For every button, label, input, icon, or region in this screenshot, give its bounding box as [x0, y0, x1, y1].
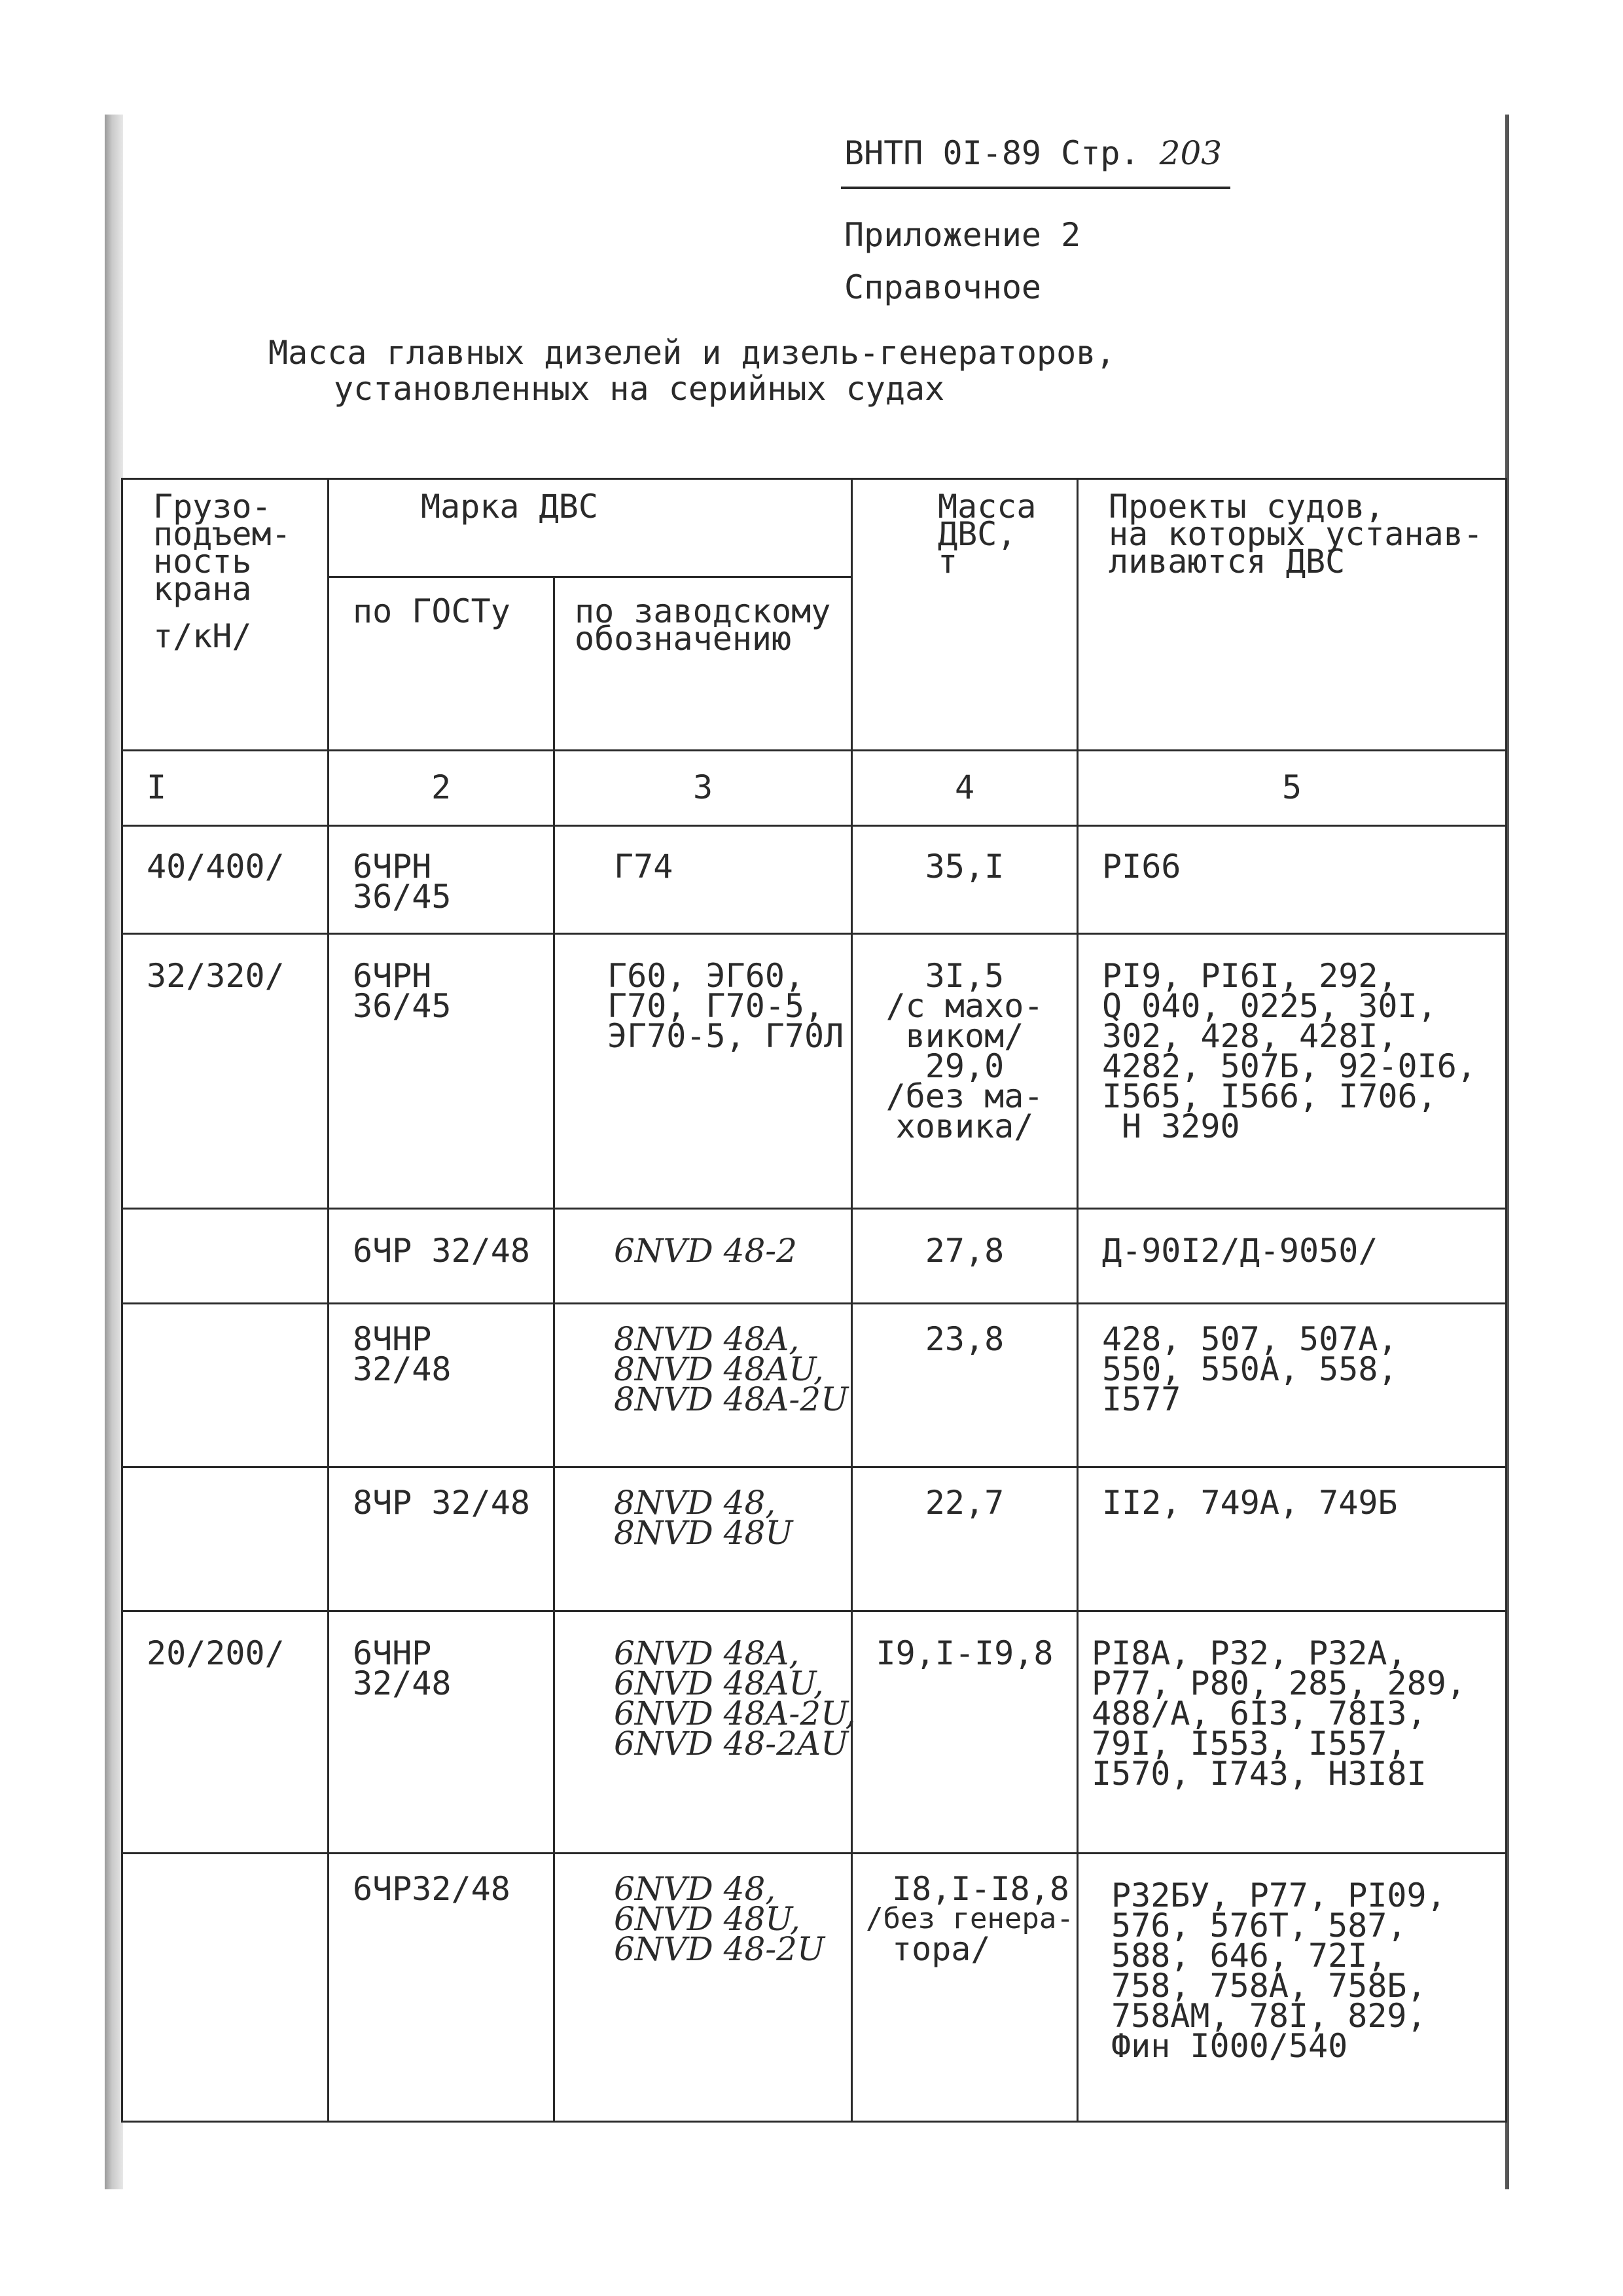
projects-cell: РI8А, Р32, Р32А, Р77, Р80, 285, 289, 488/А, 6I3, 78I3, 79I, I553, I557, I570, I743, Н3I8I	[1078, 1611, 1507, 1854]
table-row	[122, 1304, 1507, 1467]
factory-cell: 6NVD 48-2	[554, 1209, 852, 1304]
factory-cell: 6NVD 48A, 6NVD 48AU, 6NVD 48A-2U, 6NVD 48-2AU	[554, 1611, 852, 1854]
doc-code-text: ВНТП 0I-89 Стр.	[844, 134, 1140, 172]
col-header-engine-brand: Марка ДВС	[329, 479, 852, 577]
capacity-cell	[122, 1467, 329, 1611]
mass-cell: 23,8	[852, 1304, 1078, 1467]
capacity-cell: 32/320/	[122, 934, 329, 1209]
projects-cell: 428, 507, 507А, 550, 550А, 558, I577	[1078, 1304, 1507, 1467]
capacity-cell	[122, 1854, 329, 2122]
table-row	[122, 826, 1507, 934]
reference-label: Справочное	[844, 268, 1042, 306]
projects-cell: РI9, РI6I, 292, Q 040, 0225, 30I, 302, 428, 428I, 4282, 507Б, 92-0I6, I565, I566, I706, Н 3290	[1078, 934, 1507, 1209]
capacity-cell: 40/400/	[122, 826, 329, 934]
mass-cell: 3I,5 /с махо- виком/ 29,0 /без ма- ховика/	[852, 934, 1078, 1209]
table-row	[122, 934, 1507, 1209]
col-number-2: 2	[329, 751, 554, 826]
engine-mass-table	[121, 478, 1507, 2123]
appendix-label: Приложение 2	[844, 216, 1081, 254]
table-title-line-1: Масса главных дизелей и дизель-генераторов,	[268, 334, 1116, 372]
projects-cell: РI66	[1078, 826, 1507, 934]
column-number-row	[122, 751, 1507, 826]
factory-cell: 8NVD 48, 8NVD 48U	[554, 1467, 852, 1611]
factory-cell: 6NVD 48, 6NVD 48U, 6NVD 48-2U	[554, 1854, 852, 2122]
factory-cell: Г60, ЭГ60, Г70, Г70-5, ЭГ70-5, Г70Л	[554, 934, 852, 1209]
col-header-mass: Масса ДВС, т	[852, 479, 1078, 751]
table-row	[122, 1467, 1507, 1611]
col-number-4: 4	[852, 751, 1078, 826]
gost-cell: 8ЧНР 32/48	[329, 1304, 554, 1467]
mass-cell: 35,I	[852, 826, 1078, 934]
capacity-cell	[122, 1209, 329, 1304]
document-code	[844, 134, 1222, 172]
projects-cell: Р32БУ, Р77, РI09, 576, 576Т, 587, 588, 646, 72I, 758, 758А, 758Б, 758АМ, 78I, 829, Фин I000/540	[1078, 1854, 1507, 2122]
page-number: 203	[1159, 134, 1222, 172]
capacity-cell: 20/200/	[122, 1611, 329, 1854]
factory-cell: 8NVD 48A, 8NVD 48AU, 8NVD 48A-2U	[554, 1304, 852, 1467]
mass-cell: I9,I-I9,8	[852, 1611, 1078, 1854]
table-row	[122, 1854, 1507, 2122]
col-header-factory: по заводскому обозначению	[554, 577, 852, 751]
table-header-row-1	[122, 479, 1507, 577]
gost-cell: 6ЧР 32/48	[329, 1209, 554, 1304]
table-row	[122, 1611, 1507, 1854]
col-number-1: I	[122, 751, 329, 826]
gost-cell: 6ЧРН 36/45	[329, 826, 554, 934]
mass-cell: 27,8	[852, 1209, 1078, 1304]
col-number-3: 3	[554, 751, 852, 826]
table-row	[122, 1209, 1507, 1304]
gost-cell: 6ЧНР 32/48	[329, 1611, 554, 1854]
col-header-projects: Проекты судов, на которых устанав- ливаются ДВС	[1078, 479, 1507, 751]
capacity-cell	[122, 1304, 329, 1467]
gost-cell: 6ЧРН 36/45	[329, 934, 554, 1209]
col-header-capacity: Грузо- подъем- ность крана т/кН/	[122, 479, 329, 751]
projects-cell: Д-90I2/Д-9050/	[1078, 1209, 1507, 1304]
scan-left-edge	[105, 115, 123, 2189]
mass-cell: 22,7	[852, 1467, 1078, 1611]
gost-cell: 8ЧР 32/48	[329, 1467, 554, 1611]
col-number-5: 5	[1078, 751, 1507, 826]
gost-cell: 6ЧР32/48	[329, 1854, 554, 2122]
table-title-line-2: установленных на серийных судах	[334, 370, 945, 408]
mass-cell: I8,I-I8,8 /без генера- тора/	[852, 1854, 1078, 2122]
header-underline	[841, 187, 1230, 189]
col-header-gost: по ГОСТу	[329, 577, 554, 751]
factory-cell: Г74	[554, 826, 852, 934]
projects-cell: II2, 749А, 749Б	[1078, 1467, 1507, 1611]
